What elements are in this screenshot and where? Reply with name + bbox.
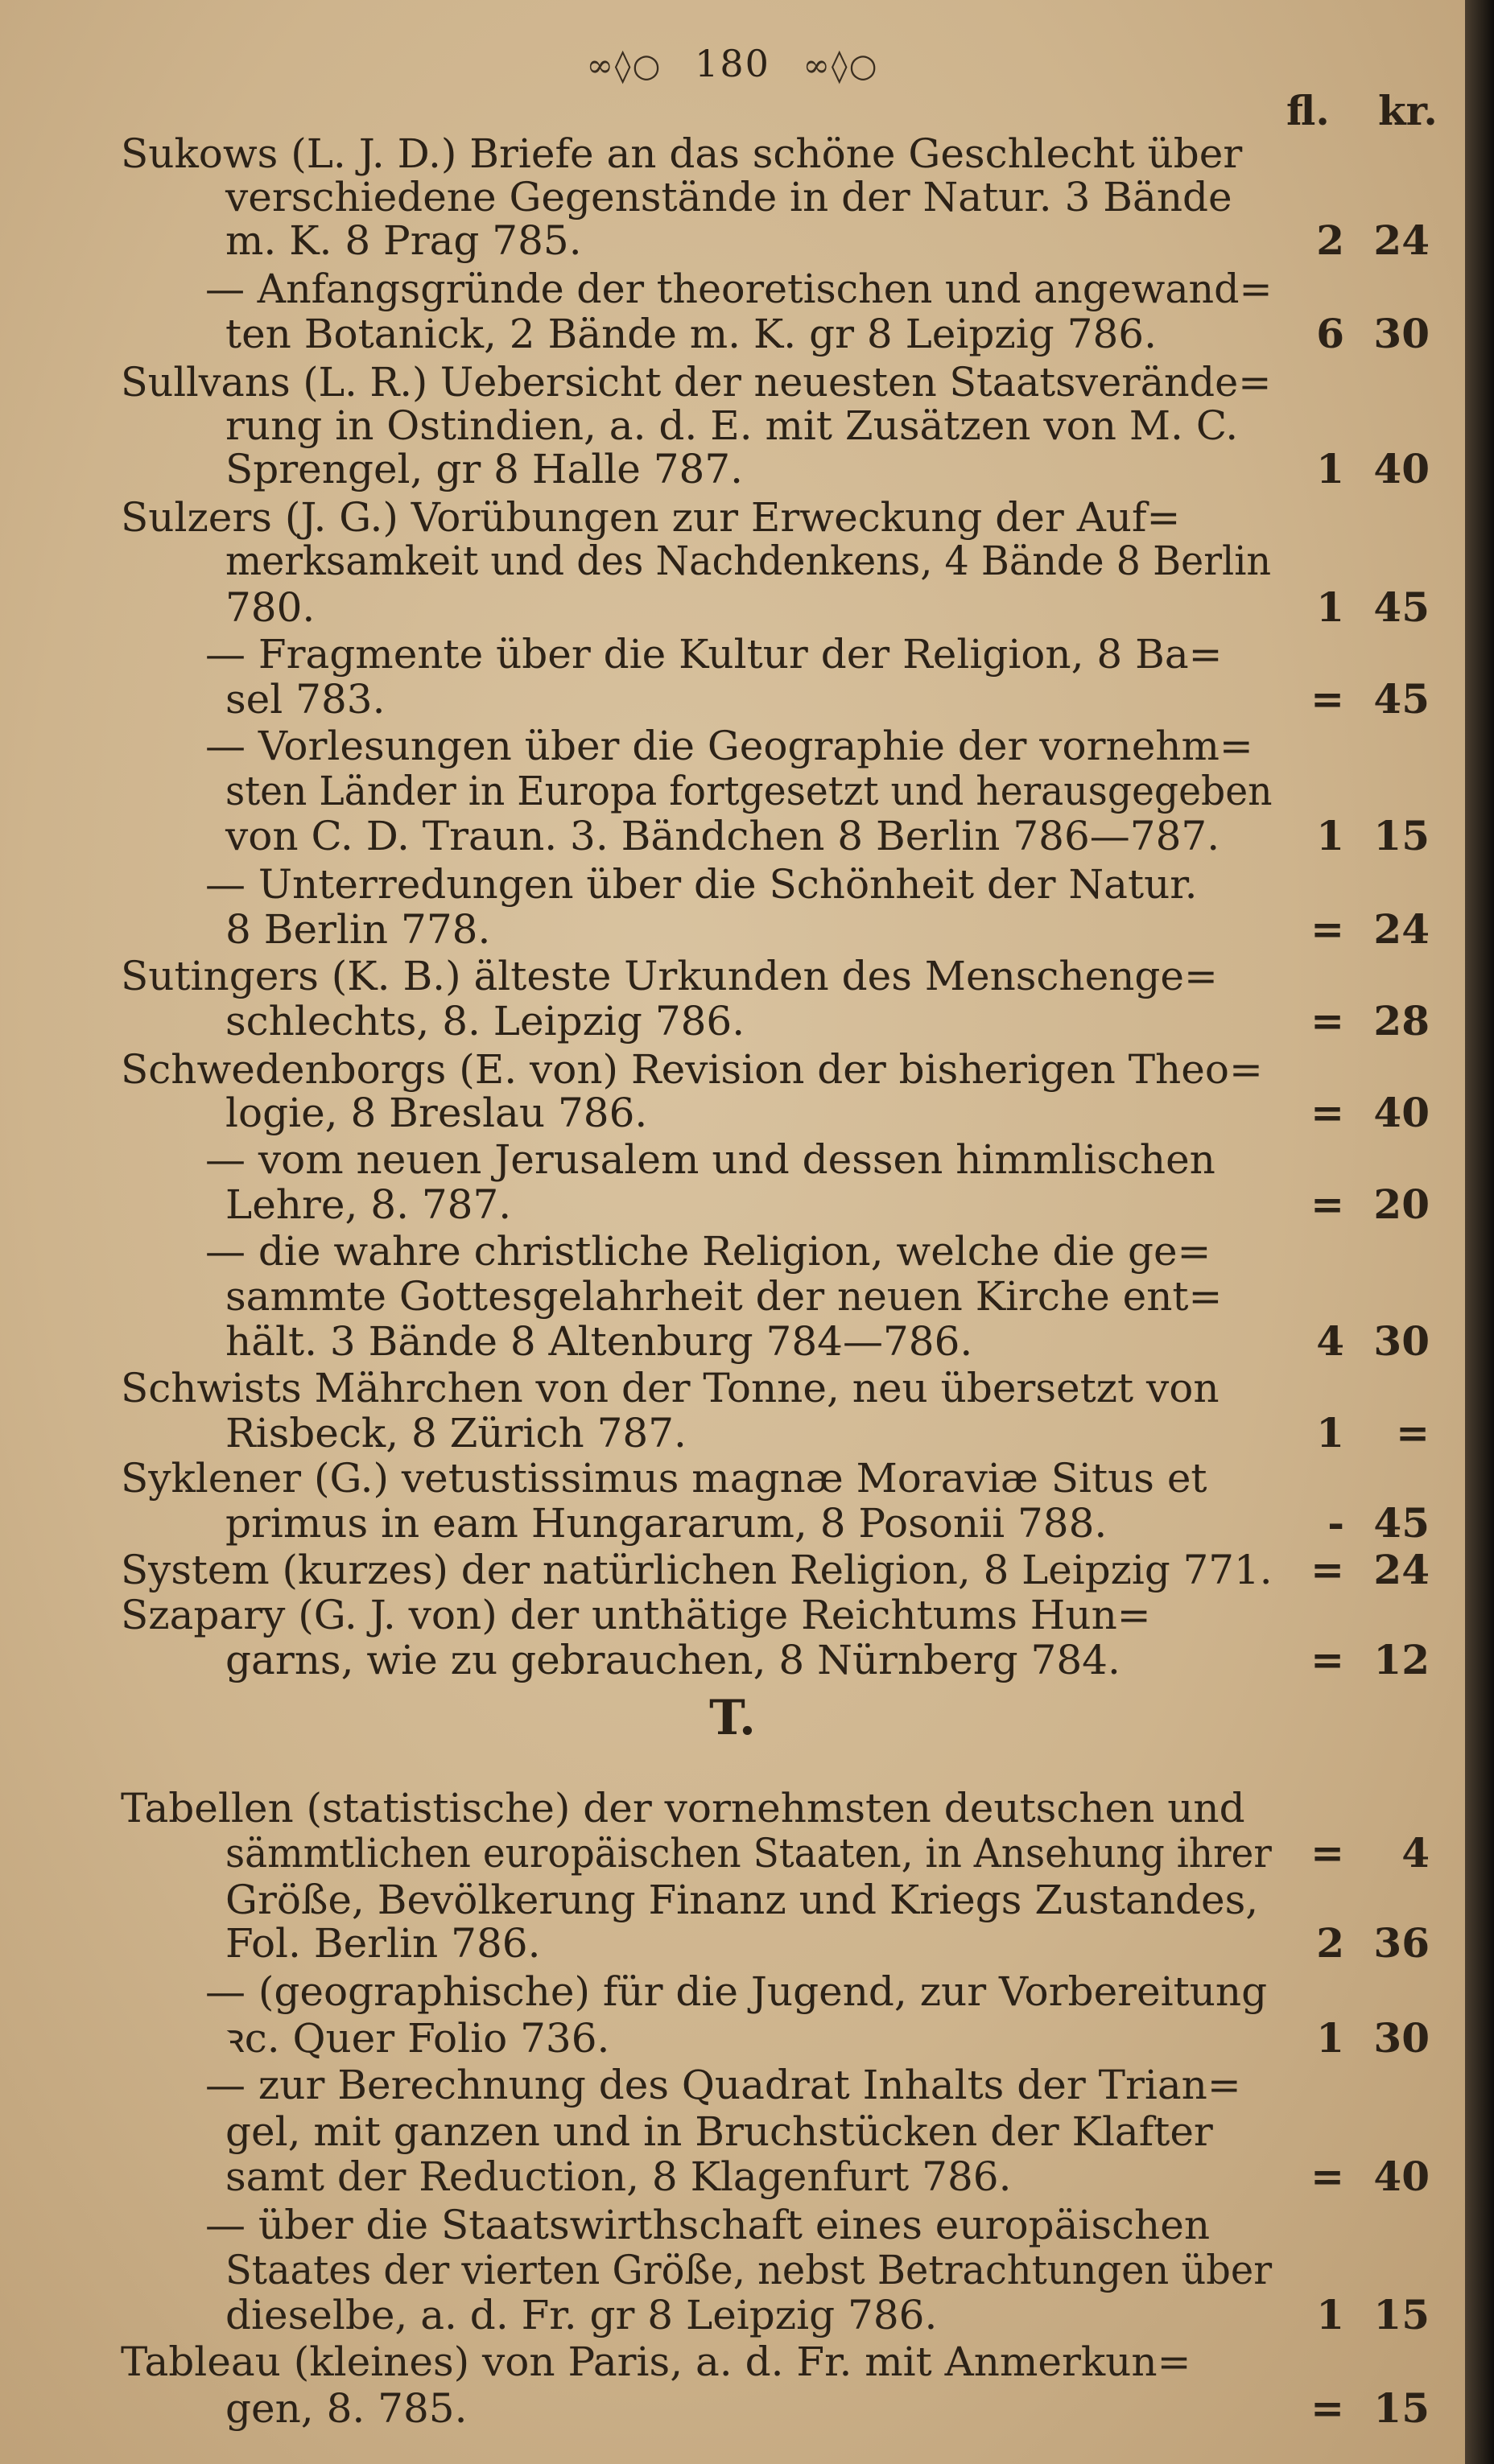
entry-text: System (kurzes) der natürlichen Religion, 8 Leipzig 771. (121, 1547, 1273, 1593)
catalog-line (0, 1180, 1465, 1230)
entry-text: gen, 8. 785. (225, 2385, 468, 2432)
entry-text: Szapary (G. J. von) der unthätige Reichtums Hun= (121, 1592, 1151, 1638)
entry-text: — zur Berechnung des Quadrat Inhalts der Trian= (205, 2062, 1241, 2108)
catalog-line (0, 2152, 1465, 2202)
catalog-line (0, 357, 1465, 407)
catalog-line (0, 1875, 1465, 1925)
price-kr: 24 (1373, 905, 1430, 953)
entry-text: Syklener (G.) vetustissimus magnæ Moraviæ Situs et (121, 1455, 1207, 1502)
column-header-fl: fl. (1286, 87, 1330, 134)
catalog-line (0, 2013, 1465, 2063)
price-fl: = (1310, 2153, 1344, 2200)
entry-text: Sutingers (K. B.) älteste Urkunden des Menschenge= (121, 953, 1218, 999)
entry-text: — vom neuen Jerusalem und dessen himmlischen (205, 1136, 1215, 1183)
price-fl: 2 (1316, 216, 1344, 264)
price-kr: 36 (1373, 1919, 1430, 1967)
catalog-line (0, 1967, 1465, 2017)
entry-text: Lehre, 8. 787. (225, 1181, 512, 1228)
price-fl: 4 (1316, 1317, 1344, 1365)
price-fl: = (1310, 1089, 1344, 1136)
price-fl: - (1327, 1499, 1344, 1547)
entry-text: sämmtlichen europäischen Staaten, in Ansehung ihrer (225, 1830, 1272, 1877)
entry-text: primus in eam Hungararum, 8 Posonii 788. (225, 1500, 1108, 1547)
entry-text: — Anfangsgründe der theoretischen und angewand= (205, 266, 1273, 312)
price-kr: 28 (1373, 997, 1430, 1045)
entry-text: Risbeck, 8 Zürich 787. (225, 1410, 687, 1457)
price-kr: 15 (1373, 2384, 1430, 2432)
entry-text: Sullvans (L. R.) Uebersicht der neuesten Staatsverände= (121, 359, 1272, 406)
entry-text: Staates der vierten Größe, nebst Betrachtungen über (225, 2247, 1273, 2293)
catalog-line (0, 2107, 1465, 2157)
catalog-line (0, 674, 1465, 724)
catalog-line (0, 1635, 1465, 1685)
price-kr: = (1396, 1409, 1430, 1457)
price-fl: = (1310, 1829, 1344, 1877)
price-kr: 24 (1373, 216, 1430, 264)
catalog-line (0, 629, 1465, 679)
price-kr: 24 (1373, 1546, 1430, 1593)
catalog-line (0, 996, 1465, 1046)
catalog-line (0, 1363, 1465, 1413)
catalog-line (0, 1545, 1465, 1595)
price-kr: 12 (1373, 1636, 1430, 1683)
entry-text: ten Botanick, 2 Bände m. K. gr 8 Leipzig 786. (225, 311, 1157, 357)
price-kr: 30 (1373, 2014, 1430, 2062)
catalog-line (0, 536, 1465, 586)
entry-text: — Unterredungen über die Schönheit der Natur. (205, 861, 1198, 908)
entry-text: m. K. 8 Prag 785. (225, 217, 582, 264)
entry-text: Tabellen (statistische) der vornehmsten deutschen und (121, 1785, 1245, 1832)
entry-text: 8 Berlin 778. (225, 906, 491, 953)
price-fl: = (1310, 997, 1344, 1045)
entry-text: — Fragmente über die Kultur der Religion, 8 Ba= (205, 631, 1223, 678)
column-header-kr: kr. (1378, 87, 1438, 134)
price-fl: 1 (1316, 812, 1344, 859)
price-fl: = (1310, 675, 1344, 723)
ornament-left-icon: ∞◊○ (586, 47, 662, 84)
catalog-line (0, 1918, 1465, 1968)
catalog-line (0, 1408, 1465, 1458)
catalog-line (0, 1828, 1465, 1878)
entry-text: Schwists Mährchen von der Tonne, neu übersetzt von (121, 1365, 1220, 1411)
running-header (0, 42, 1465, 90)
entry-text: hält. 3 Bände 8 Altenburg 784—786. (225, 1318, 973, 1365)
price-kr: 15 (1373, 2291, 1430, 2338)
entry-text: Tableau (kleines) von Paris, a. d. Fr. mit Anmerkun= (121, 2338, 1191, 2385)
price-fl: 1 (1316, 583, 1344, 631)
price-fl: = (1310, 905, 1344, 953)
price-fl: = (1310, 2384, 1344, 2432)
entry-text: — Vorlesungen über die Geographie der vornehm= (205, 723, 1253, 769)
catalog-line (0, 309, 1465, 359)
price-fl: = (1310, 1636, 1344, 1683)
catalog-line (0, 1226, 1465, 1276)
catalog-line (0, 264, 1465, 314)
entry-text: dieselbe, a. d. Fr. gr 8 Leipzig 786. (225, 2292, 938, 2338)
catalog-line (0, 766, 1465, 816)
price-fl: 1 (1316, 445, 1344, 492)
catalog-line (0, 811, 1465, 861)
entry-text: verschiedene Gegenstände in der Natur. 3 Bände (225, 174, 1232, 220)
price-kr: 40 (1373, 2153, 1430, 2200)
price-kr: 4 (1401, 1829, 1430, 1877)
entry-text: von C. D. Traun. 3. Bändchen 8 Berlin 786—787. (225, 813, 1220, 859)
catalog-line (0, 1453, 1465, 1503)
catalog-line (0, 2337, 1465, 2387)
ornament-right-icon: ∞◊○ (803, 47, 879, 84)
catalog-line (0, 2245, 1465, 2295)
entry-text: rung in Ostindien, a. d. E. mit Zusätzen von M. C. (225, 402, 1239, 449)
catalog-line (0, 1783, 1465, 1833)
entry-text: ꝛc. Quer Folio 736. (225, 2015, 610, 2062)
price-fl: 1 (1316, 2014, 1344, 2062)
price-fl: = (1310, 1180, 1344, 1228)
price-kr: 45 (1373, 1499, 1430, 1547)
catalog-line (0, 444, 1465, 494)
entry-text: sel 783. (225, 676, 386, 723)
catalog-line (0, 1316, 1465, 1366)
catalog-line (0, 172, 1465, 222)
price-kr: 20 (1373, 1180, 1430, 1228)
catalog-line (0, 2060, 1465, 2110)
entry-text: sammte Gottesgelahrheit der neuen Kirche ent= (225, 1273, 1223, 1320)
price-kr: 45 (1373, 583, 1430, 631)
price-kr: 40 (1373, 445, 1430, 492)
catalog-line (0, 216, 1465, 266)
entry-text: Größe, Bevölkerung Finanz und Kriegs Zustandes, (225, 1877, 1259, 1923)
catalog-line (0, 401, 1465, 451)
entry-text: Schwedenborgs (E. von) Revision der bisherigen Theo= (121, 1046, 1263, 1093)
price-kr: 45 (1373, 675, 1430, 723)
catalog-line (0, 1590, 1465, 1640)
price-fl: 2 (1316, 1919, 1344, 1967)
entry-text: — die wahre christliche Religion, welche die ge= (205, 1228, 1211, 1275)
catalog-line (0, 951, 1465, 1001)
catalog-line (0, 1271, 1465, 1321)
catalog-line (0, 1498, 1465, 1548)
catalog-line (0, 583, 1465, 632)
price-fl: 1 (1316, 2291, 1344, 2338)
catalog-line (0, 2384, 1465, 2433)
entry-text: Fol. Berlin 786. (225, 1920, 541, 1967)
price-kr: 30 (1373, 310, 1430, 357)
catalog-line (0, 904, 1465, 954)
entry-text: sten Länder in Europa fortgesetzt und herausgegeben (225, 768, 1273, 814)
entry-text: — über die Staatswirthschaft eines europäischen (205, 2202, 1211, 2248)
catalog-line (0, 859, 1465, 909)
entry-text: — (geographische) für die Jugend, zur Vorbereitung (205, 1968, 1268, 2015)
price-kr: 40 (1373, 1089, 1430, 1136)
entry-text: Sprengel, gr 8 Halle 787. (225, 446, 744, 492)
catalog-line (0, 2200, 1465, 2250)
entry-text: samt der Reduction, 8 Klagenfurt 786. (225, 2153, 1012, 2200)
entry-text: Sukows (L. J. D.) Briefe an das schöne Geschlecht über (121, 130, 1243, 177)
entry-text: schlechts, 8. Leipzig 786. (225, 998, 745, 1045)
price-kr: 15 (1373, 812, 1430, 859)
catalog-line (0, 1135, 1465, 1185)
entry-text: gel, mit ganzen und in Bruchstücken der Klafter (225, 2108, 1213, 2155)
catalog-line (0, 1045, 1465, 1094)
page-number: 180 (695, 42, 770, 85)
entry-text: garns, wie zu gebrauchen, 8 Nürnberg 784. (225, 1637, 1120, 1683)
entry-text: merksamkeit und des Nachdenkens, 4 Bände 8 Berlin (225, 538, 1272, 584)
price-fl: = (1310, 1546, 1344, 1593)
catalog-line (0, 721, 1465, 771)
price-fl: 6 (1316, 310, 1344, 357)
entry-text: Sulzers (J. G.) Vorübungen zur Erweckung der Auf= (121, 494, 1181, 541)
catalog-line (0, 129, 1465, 179)
entry-text: 780. (225, 584, 316, 631)
section-letter: T. (709, 1690, 756, 1746)
price-fl: 1 (1316, 1409, 1344, 1457)
page-edge-shadow (1465, 0, 1494, 2464)
entry-text: logie, 8 Breslau 786. (225, 1090, 648, 1136)
catalog-line (0, 2290, 1465, 2340)
price-kr: 30 (1373, 1317, 1430, 1365)
catalog-line (0, 1088, 1465, 1138)
catalog-line (0, 492, 1465, 542)
